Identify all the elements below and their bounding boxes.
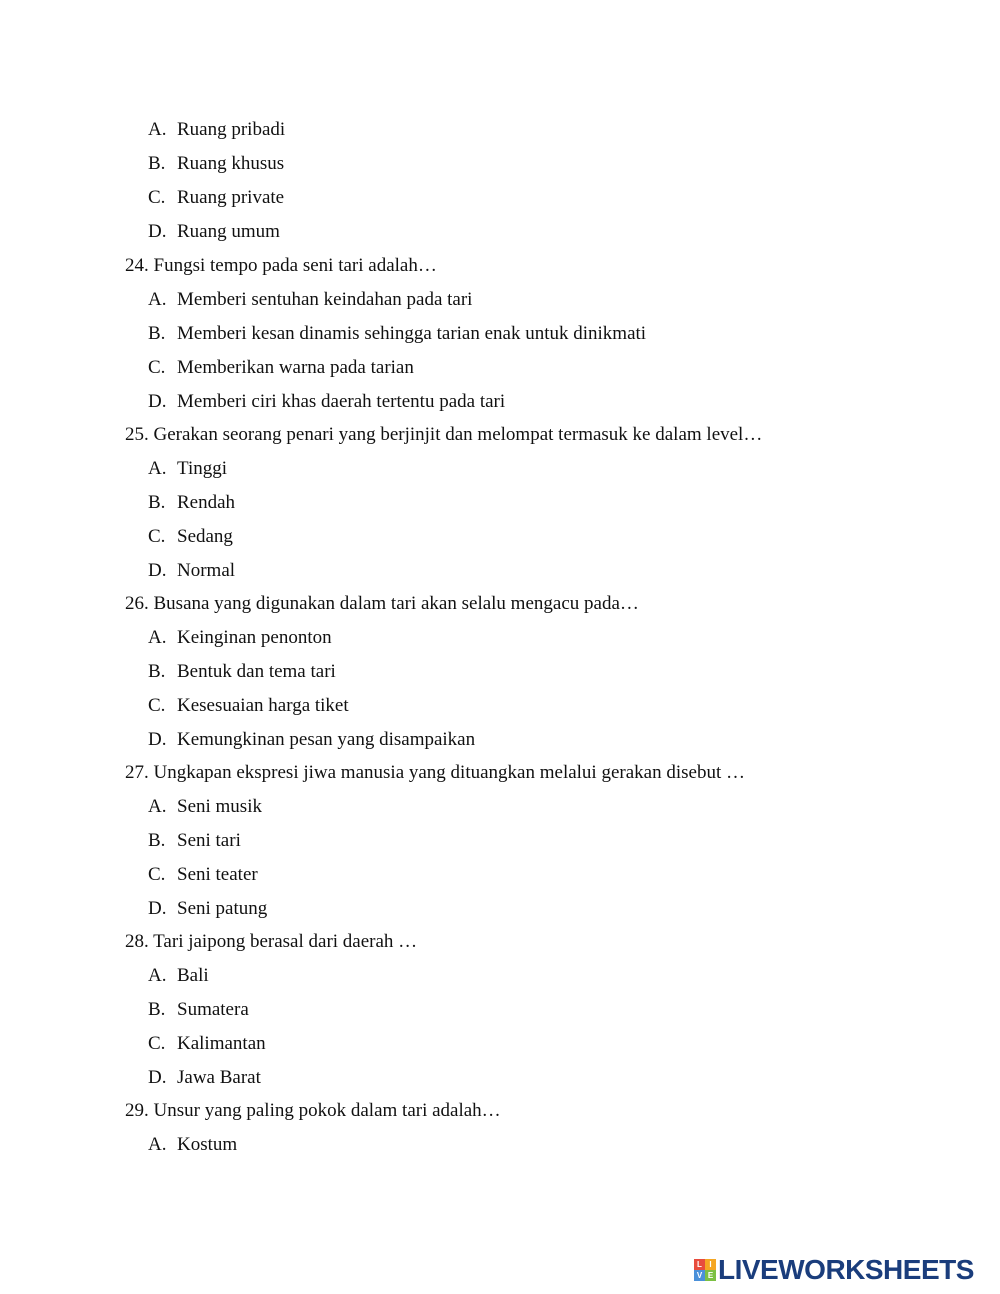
q28-option-a[interactable]: A. Bali <box>148 965 209 986</box>
q26-question: 26. Busana yang digunakan dalam tari akan selalu mengacu pada… <box>125 593 639 614</box>
liveworksheets-logo <box>694 1255 974 1285</box>
q28-option-d[interactable]: D. Jawa Barat <box>148 1067 261 1088</box>
q24-option-d[interactable]: D. Memberi ciri khas daerah tertentu pada tari <box>148 391 506 412</box>
q28-question: 28. Tari jaipong berasal dari daerah … <box>125 931 418 952</box>
q26-option-b[interactable]: B. Bentuk dan tema tari <box>148 661 336 682</box>
q25-option-c[interactable]: C. Sedang <box>148 526 233 547</box>
q23-option-b[interactable]: B. Ruang khusus <box>148 153 285 174</box>
q24-option-c[interactable]: C. Memberikan warna pada tarian <box>148 357 414 378</box>
q26-option-a[interactable]: A. Keinginan penonton <box>148 627 332 648</box>
live-grid-icon: L I V E <box>694 1259 716 1281</box>
q24-question: 24. Fungsi tempo pada seni tari adalah… <box>125 255 437 276</box>
logo-text: LIVEWORKSHEETS <box>718 1254 974 1285</box>
q29-option-a[interactable]: A. Kostum <box>148 1134 238 1155</box>
q24-option-b[interactable]: B. Memberi kesan dinamis sehingga tarian enak untuk dinikmati <box>148 323 647 344</box>
q26-option-c[interactable]: C. Kesesuaian harga tiket <box>148 695 349 716</box>
q25-option-d[interactable]: D. Normal <box>148 560 236 581</box>
q27-option-b[interactable]: B. Seni tari <box>148 830 241 851</box>
q25-option-b[interactable]: B. Rendah <box>148 492 236 513</box>
q26-option-d[interactable]: D. Kemungkinan pesan yang disampaikan <box>148 729 476 750</box>
q23-option-a[interactable]: A. Ruang pribadi <box>148 119 286 140</box>
q23-option-c[interactable]: C. Ruang private <box>148 187 285 208</box>
q27-option-c[interactable]: C. Seni teater <box>148 864 258 885</box>
q23-option-d[interactable]: D. Ruang umum <box>148 221 280 242</box>
q27-question: 27. Ungkapan ekspresi jiwa manusia yang dituangkan melalui gerakan disebut … <box>125 762 745 783</box>
q28-option-c[interactable]: C. Kalimantan <box>148 1033 266 1054</box>
q25-question: 25. Gerakan seorang penari yang berjinjit dan melompat termasuk ke dalam level… <box>125 424 763 445</box>
q25-option-a[interactable]: A. Tinggi <box>148 458 227 479</box>
q27-option-a[interactable]: A. Seni musik <box>148 796 262 817</box>
q24-option-a[interactable]: A. Memberi sentuhan keindahan pada tari <box>148 289 473 310</box>
q28-option-b[interactable]: B. Sumatera <box>148 999 249 1020</box>
q27-option-d[interactable]: D. Seni patung <box>148 898 268 919</box>
q29-question: 29. Unsur yang paling pokok dalam tari adalah… <box>125 1100 501 1121</box>
